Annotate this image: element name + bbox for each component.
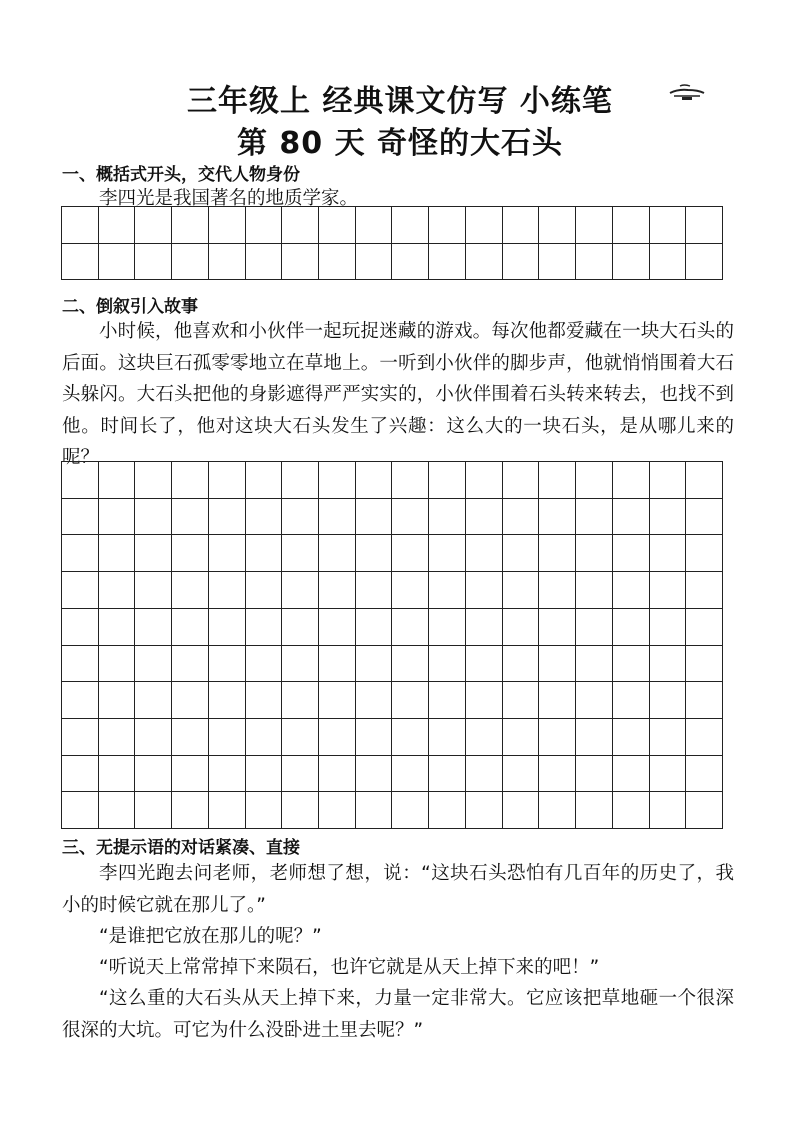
grid-cell[interactable] bbox=[135, 719, 172, 756]
grid-cell[interactable] bbox=[466, 535, 503, 572]
grid-cell[interactable] bbox=[246, 535, 283, 572]
grid-cell[interactable] bbox=[246, 682, 283, 719]
grid-cell[interactable] bbox=[686, 719, 723, 756]
grid-cell[interactable] bbox=[650, 646, 687, 683]
grid-cell[interactable] bbox=[282, 572, 319, 609]
grid-cell[interactable] bbox=[62, 207, 99, 244]
grid-cell[interactable] bbox=[319, 535, 356, 572]
grid-cell[interactable] bbox=[503, 609, 540, 646]
grid-cell[interactable] bbox=[466, 719, 503, 756]
grid-cell[interactable] bbox=[172, 462, 209, 499]
grid-cell[interactable] bbox=[539, 719, 576, 756]
grid-cell[interactable] bbox=[686, 792, 723, 829]
grid-cell[interactable] bbox=[466, 792, 503, 829]
grid-cell[interactable] bbox=[209, 719, 246, 756]
grid-cell[interactable] bbox=[503, 572, 540, 609]
grid-cell[interactable] bbox=[576, 756, 613, 793]
grid-cell[interactable] bbox=[503, 682, 540, 719]
grid-cell[interactable] bbox=[576, 719, 613, 756]
grid-cell[interactable] bbox=[613, 719, 650, 756]
grid-cell[interactable] bbox=[62, 682, 99, 719]
section-1-paragraph: 李四光是我国著名的地质学家。 bbox=[99, 188, 359, 209]
section-3-paragraph-1: 李四光跑去问老师，老师想了想，说：“这块石头恐怕有几百年的历史了，我小的时候它就在那儿了。” bbox=[62, 863, 734, 916]
grid-cell[interactable] bbox=[62, 535, 99, 572]
grid-cell[interactable] bbox=[686, 646, 723, 683]
grid-cell[interactable] bbox=[539, 499, 576, 536]
grid-cell[interactable] bbox=[576, 244, 613, 281]
section-3-paragraph-4: “这么重的大石头从天上掉下来，力量一定非常大。它应该把草地砸一个很深很深的大坑。可它为什么没卧进土里去呢？” bbox=[62, 988, 734, 1041]
grid-cell[interactable] bbox=[466, 572, 503, 609]
grid-cell[interactable] bbox=[282, 499, 319, 536]
grid-cell[interactable] bbox=[135, 244, 172, 281]
grid-cell[interactable] bbox=[99, 572, 136, 609]
grid-cell[interactable] bbox=[392, 572, 429, 609]
grid-cell[interactable] bbox=[246, 244, 283, 281]
grid-cell[interactable] bbox=[282, 792, 319, 829]
grid-cell[interactable] bbox=[392, 719, 429, 756]
grid-cell[interactable] bbox=[576, 646, 613, 683]
grid-cell[interactable] bbox=[246, 719, 283, 756]
grid-cell[interactable] bbox=[209, 462, 246, 499]
grid-cell[interactable] bbox=[62, 719, 99, 756]
grid-cell[interactable] bbox=[319, 792, 356, 829]
grid-cell[interactable] bbox=[172, 499, 209, 536]
writing-grid-section-1[interactable] bbox=[61, 206, 723, 280]
grid-cell[interactable] bbox=[356, 646, 393, 683]
grid-cell[interactable] bbox=[650, 207, 687, 244]
grid-cell[interactable] bbox=[135, 499, 172, 536]
grid-cell[interactable] bbox=[503, 499, 540, 536]
grid-cell[interactable] bbox=[503, 462, 540, 499]
grid-cell[interactable] bbox=[429, 499, 466, 536]
grid-cell[interactable] bbox=[135, 682, 172, 719]
writing-grid-section-2[interactable] bbox=[61, 461, 723, 829]
grid-cell[interactable] bbox=[172, 682, 209, 719]
grid-cell[interactable] bbox=[576, 499, 613, 536]
grid-cell[interactable] bbox=[99, 792, 136, 829]
grid-cell[interactable] bbox=[686, 572, 723, 609]
grid-cell[interactable] bbox=[429, 646, 466, 683]
grid-cell[interactable] bbox=[209, 535, 246, 572]
grid-cell[interactable] bbox=[686, 535, 723, 572]
grid-cell[interactable] bbox=[429, 535, 466, 572]
section-3-heading: 三、无提示语的对话紧凑、直接 bbox=[62, 838, 300, 858]
grid-cell[interactable] bbox=[319, 682, 356, 719]
grid-cell[interactable] bbox=[466, 499, 503, 536]
grid-cell[interactable] bbox=[282, 756, 319, 793]
grid-cell[interactable] bbox=[319, 462, 356, 499]
grid-cell[interactable] bbox=[650, 682, 687, 719]
grid-cell[interactable] bbox=[576, 572, 613, 609]
grid-cell[interactable] bbox=[209, 682, 246, 719]
grid-cell[interactable] bbox=[650, 244, 687, 281]
grid-cell[interactable] bbox=[539, 535, 576, 572]
grid-cell[interactable] bbox=[686, 207, 723, 244]
grid-cell[interactable] bbox=[282, 682, 319, 719]
grid-cell[interactable] bbox=[99, 756, 136, 793]
grid-cell[interactable] bbox=[172, 207, 209, 244]
grid-cell[interactable] bbox=[319, 646, 356, 683]
grid-cell[interactable] bbox=[172, 244, 209, 281]
grid-cell[interactable] bbox=[135, 572, 172, 609]
grid-cell[interactable] bbox=[99, 244, 136, 281]
grid-cell[interactable] bbox=[282, 462, 319, 499]
grid-cell[interactable] bbox=[319, 499, 356, 536]
grid-cell[interactable] bbox=[539, 207, 576, 244]
grid-cell[interactable] bbox=[356, 719, 393, 756]
grid-cell[interactable] bbox=[356, 207, 393, 244]
grid-cell[interactable] bbox=[429, 719, 466, 756]
grid-cell[interactable] bbox=[135, 207, 172, 244]
grid-cell[interactable] bbox=[135, 646, 172, 683]
grid-cell[interactable] bbox=[209, 792, 246, 829]
grid-cell[interactable] bbox=[576, 535, 613, 572]
grid-cell[interactable] bbox=[172, 646, 209, 683]
grid-cell[interactable] bbox=[99, 207, 136, 244]
grid-cell[interactable] bbox=[62, 572, 99, 609]
grid-cell[interactable] bbox=[99, 646, 136, 683]
grid-cell[interactable] bbox=[319, 719, 356, 756]
grid-cell[interactable] bbox=[246, 499, 283, 536]
grid-cell[interactable] bbox=[282, 207, 319, 244]
grid-cell[interactable] bbox=[576, 462, 613, 499]
grid-cell[interactable] bbox=[613, 756, 650, 793]
grid-cell[interactable] bbox=[62, 499, 99, 536]
grid-cell[interactable] bbox=[209, 244, 246, 281]
grid-cell[interactable] bbox=[650, 756, 687, 793]
grid-cell[interactable] bbox=[246, 756, 283, 793]
page-subtitle: 第 80 天 奇怪的大石头 bbox=[236, 126, 564, 161]
grid-cell[interactable] bbox=[135, 462, 172, 499]
section-1-heading: 一、概括式开头，交代人物身份 bbox=[62, 165, 300, 185]
grid-cell[interactable] bbox=[503, 207, 540, 244]
grid-cell[interactable] bbox=[466, 609, 503, 646]
grid-cell[interactable] bbox=[246, 792, 283, 829]
grid-cell[interactable] bbox=[62, 756, 99, 793]
grid-cell[interactable] bbox=[503, 719, 540, 756]
grid-cell[interactable] bbox=[62, 244, 99, 281]
grid-cell[interactable] bbox=[650, 792, 687, 829]
grid-cell[interactable] bbox=[172, 719, 209, 756]
grid-cell[interactable] bbox=[99, 609, 136, 646]
page-title: 三年级上 经典课文仿写 小练笔 bbox=[187, 84, 613, 119]
grid-cell[interactable] bbox=[466, 207, 503, 244]
grid-cell[interactable] bbox=[282, 535, 319, 572]
grid-cell[interactable] bbox=[576, 792, 613, 829]
grid-cell[interactable] bbox=[650, 609, 687, 646]
grid-cell[interactable] bbox=[99, 682, 136, 719]
grid-cell[interactable] bbox=[282, 244, 319, 281]
grid-cell[interactable] bbox=[613, 462, 650, 499]
grid-cell[interactable] bbox=[356, 499, 393, 536]
grid-cell[interactable] bbox=[172, 756, 209, 793]
grid-cell[interactable] bbox=[62, 609, 99, 646]
grid-cell[interactable] bbox=[99, 535, 136, 572]
stamp-logo-icon bbox=[668, 80, 706, 102]
grid-cell[interactable] bbox=[356, 756, 393, 793]
grid-cell[interactable] bbox=[319, 572, 356, 609]
grid-cell[interactable] bbox=[392, 792, 429, 829]
grid-cell[interactable] bbox=[392, 535, 429, 572]
grid-cell[interactable] bbox=[392, 646, 429, 683]
grid-cell[interactable] bbox=[392, 682, 429, 719]
grid-cell[interactable] bbox=[135, 792, 172, 829]
grid-cell[interactable] bbox=[429, 609, 466, 646]
grid-cell[interactable] bbox=[392, 207, 429, 244]
grid-cell[interactable] bbox=[539, 462, 576, 499]
grid-cell[interactable] bbox=[650, 535, 687, 572]
grid-cell[interactable] bbox=[503, 535, 540, 572]
grid-cell[interactable] bbox=[613, 609, 650, 646]
grid-cell[interactable] bbox=[686, 244, 723, 281]
grid-cell[interactable] bbox=[356, 792, 393, 829]
grid-cell[interactable] bbox=[429, 207, 466, 244]
grid-cell[interactable] bbox=[613, 244, 650, 281]
grid-cell[interactable] bbox=[135, 756, 172, 793]
grid-cell[interactable] bbox=[392, 462, 429, 499]
grid-cell[interactable] bbox=[392, 244, 429, 281]
grid-cell[interactable] bbox=[650, 462, 687, 499]
section-2-heading: 二、倒叙引入故事 bbox=[62, 297, 198, 317]
grid-cell[interactable] bbox=[172, 572, 209, 609]
grid-cell[interactable] bbox=[392, 756, 429, 793]
grid-cell[interactable] bbox=[576, 207, 613, 244]
grid-cell[interactable] bbox=[392, 609, 429, 646]
grid-cell[interactable] bbox=[246, 207, 283, 244]
grid-cell[interactable] bbox=[209, 756, 246, 793]
grid-cell[interactable] bbox=[282, 609, 319, 646]
grid-cell[interactable] bbox=[429, 682, 466, 719]
grid-cell[interactable] bbox=[246, 646, 283, 683]
grid-cell[interactable] bbox=[99, 719, 136, 756]
grid-cell[interactable] bbox=[209, 207, 246, 244]
grid-cell[interactable] bbox=[576, 609, 613, 646]
grid-cell[interactable] bbox=[466, 646, 503, 683]
grid-cell[interactable] bbox=[613, 682, 650, 719]
grid-cell[interactable] bbox=[429, 244, 466, 281]
grid-cell[interactable] bbox=[319, 609, 356, 646]
grid-cell[interactable] bbox=[613, 499, 650, 536]
grid-cell[interactable] bbox=[613, 535, 650, 572]
grid-cell[interactable] bbox=[172, 609, 209, 646]
grid-cell[interactable] bbox=[319, 244, 356, 281]
grid-cell[interactable] bbox=[503, 756, 540, 793]
grid-cell[interactable] bbox=[62, 646, 99, 683]
grid-cell[interactable] bbox=[613, 792, 650, 829]
grid-cell[interactable] bbox=[613, 207, 650, 244]
grid-cell[interactable] bbox=[466, 756, 503, 793]
grid-cell[interactable] bbox=[686, 756, 723, 793]
grid-cell[interactable] bbox=[246, 572, 283, 609]
grid-cell[interactable] bbox=[539, 609, 576, 646]
grid-cell[interactable] bbox=[429, 756, 466, 793]
grid-cell[interactable] bbox=[282, 646, 319, 683]
grid-cell[interactable] bbox=[650, 499, 687, 536]
grid-cell[interactable] bbox=[429, 572, 466, 609]
grid-cell[interactable] bbox=[503, 792, 540, 829]
grid-cell[interactable] bbox=[246, 462, 283, 499]
grid-cell[interactable] bbox=[429, 792, 466, 829]
grid-cell[interactable] bbox=[356, 682, 393, 719]
grid-cell[interactable] bbox=[135, 609, 172, 646]
grid-cell[interactable] bbox=[539, 572, 576, 609]
grid-cell[interactable] bbox=[356, 462, 393, 499]
grid-cell[interactable] bbox=[539, 646, 576, 683]
section-3-paragraph-3: “听说天上常常掉下来陨石，也许它就是从天上掉下来的吧！” bbox=[99, 957, 600, 978]
grid-cell[interactable] bbox=[686, 682, 723, 719]
grid-cell[interactable] bbox=[319, 756, 356, 793]
grid-cell[interactable] bbox=[466, 462, 503, 499]
grid-cell[interactable] bbox=[429, 462, 466, 499]
grid-cell[interactable] bbox=[282, 719, 319, 756]
grid-cell[interactable] bbox=[466, 244, 503, 281]
grid-cell[interactable] bbox=[135, 535, 172, 572]
grid-cell[interactable] bbox=[209, 499, 246, 536]
grid-cell[interactable] bbox=[172, 535, 209, 572]
grid-cell[interactable] bbox=[62, 462, 99, 499]
grid-cell[interactable] bbox=[503, 244, 540, 281]
grid-cell[interactable] bbox=[172, 792, 209, 829]
grid-cell[interactable] bbox=[613, 572, 650, 609]
grid-cell[interactable] bbox=[356, 535, 393, 572]
section-3-paragraph-2: “是谁把它放在那儿的呢？” bbox=[99, 926, 322, 947]
grid-cell[interactable] bbox=[650, 719, 687, 756]
grid-cell[interactable] bbox=[650, 572, 687, 609]
grid-cell[interactable] bbox=[99, 499, 136, 536]
grid-cell[interactable] bbox=[686, 609, 723, 646]
grid-cell[interactable] bbox=[99, 462, 136, 499]
section-2-paragraph: 小时候，他喜欢和小伙伴一起玩捉迷藏的游戏。每次他都爱藏在一块大石头的后面。这块巨石孤零零地立在草地上。一听到小伙伴的脚步声，他就悄悄围着大石头躲闪。大石头把他的身影遮得严严实实的，小伙伴围着石头转来转去，也找不到他。时间长了，他对这块大石头发生了兴趣：这么大的一块石头，是从哪儿来的呢？ bbox=[62, 321, 734, 468]
grid-cell[interactable] bbox=[392, 499, 429, 536]
grid-cell[interactable] bbox=[613, 646, 650, 683]
grid-cell[interactable] bbox=[686, 462, 723, 499]
grid-cell[interactable] bbox=[539, 244, 576, 281]
grid-cell[interactable] bbox=[209, 646, 246, 683]
grid-cell[interactable] bbox=[539, 682, 576, 719]
grid-cell[interactable] bbox=[209, 609, 246, 646]
grid-cell[interactable] bbox=[576, 682, 613, 719]
grid-cell[interactable] bbox=[246, 609, 283, 646]
grid-cell[interactable] bbox=[319, 207, 356, 244]
grid-cell[interactable] bbox=[686, 499, 723, 536]
grid-cell[interactable] bbox=[539, 756, 576, 793]
grid-cell[interactable] bbox=[62, 792, 99, 829]
grid-cell[interactable] bbox=[356, 609, 393, 646]
grid-cell[interactable] bbox=[356, 244, 393, 281]
grid-cell[interactable] bbox=[503, 646, 540, 683]
grid-cell[interactable] bbox=[209, 572, 246, 609]
grid-cell[interactable] bbox=[539, 792, 576, 829]
grid-cell[interactable] bbox=[466, 682, 503, 719]
grid-cell[interactable] bbox=[356, 572, 393, 609]
